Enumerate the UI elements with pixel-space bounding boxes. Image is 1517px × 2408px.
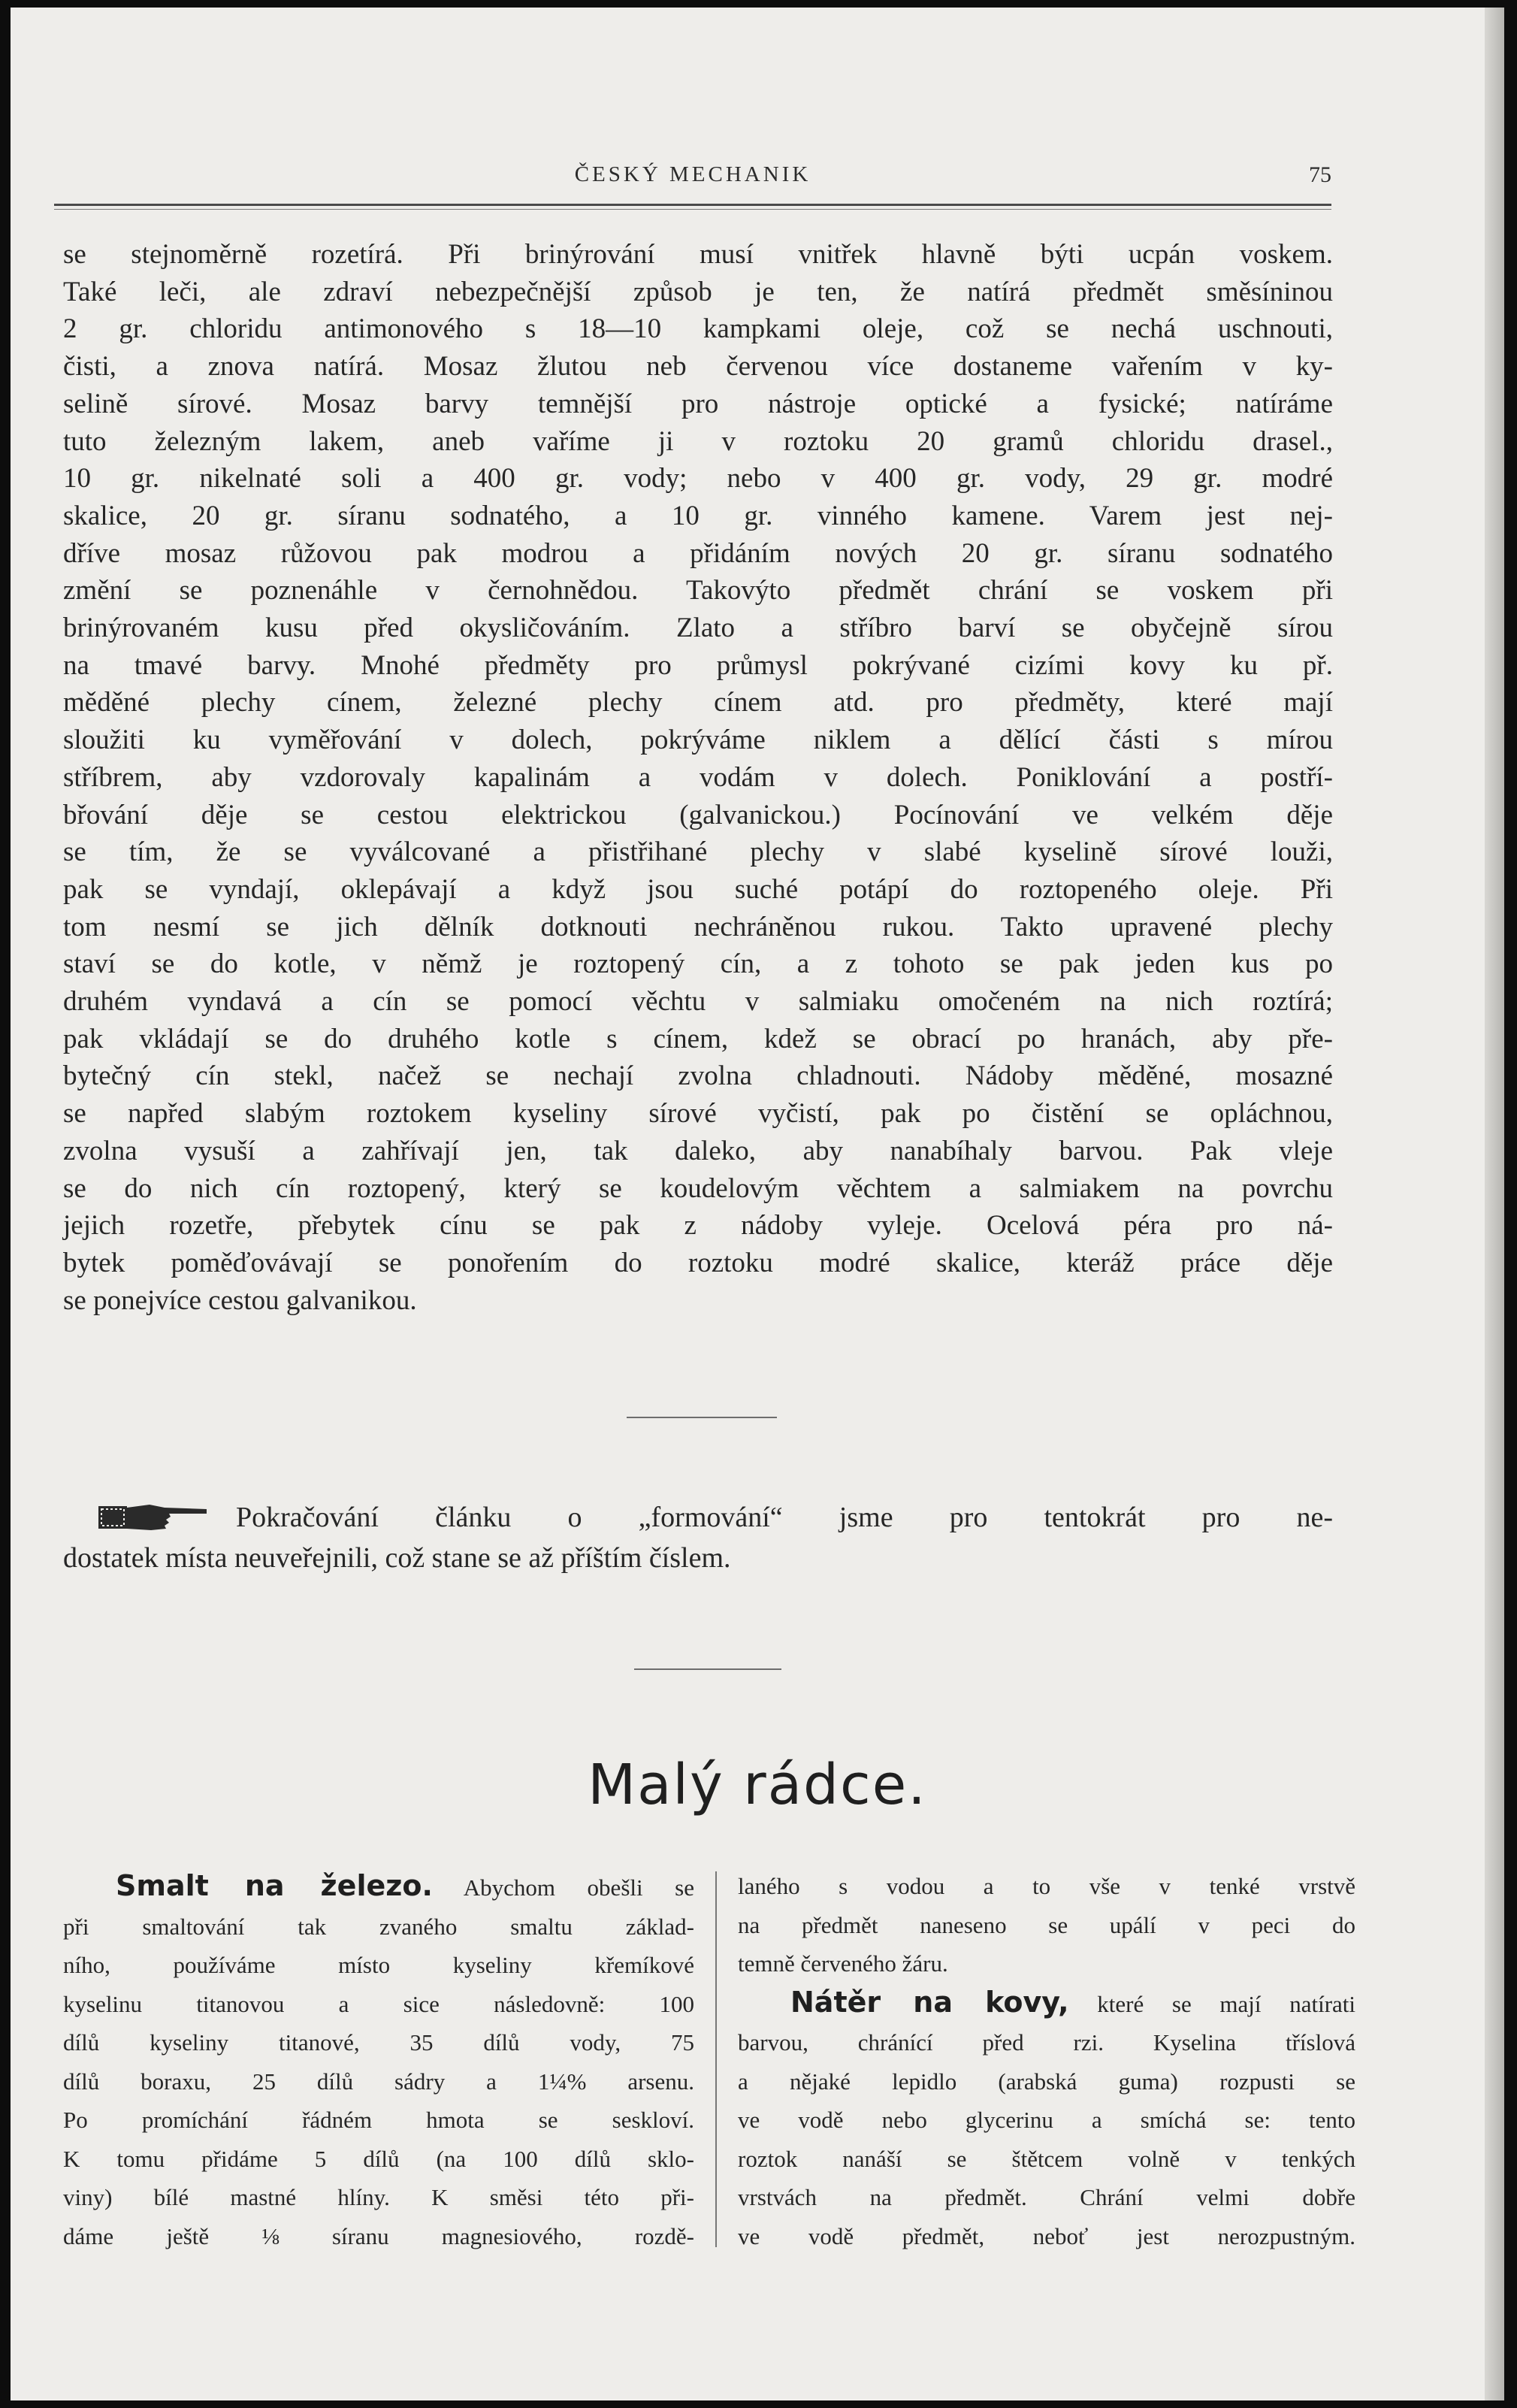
text-line: se do nich cín roztopený, který se koudelovým věchtem a salmiakem na povrchu [63,1172,1333,1204]
text-line: skalice, 20 gr. síranu sodnatého, a 10 gr. vinného kamene. Varem jest nej- [63,500,1333,531]
text-line: na tmavé barvy. Mnohé předměty pro průmysl pokrývané cizími kovy ku př. [63,649,1333,681]
left-column [63,1867,694,2255]
text-line: se stejnoměrně rozetírá. Při brinýrování musí vnitřek hlavně býti ucpán voskem. [63,239,1333,270]
pointing-hand-icon [97,1500,210,1533]
editorial-notice [63,1497,1333,1578]
text-line: se ponejvíce cestou galvanikou. [63,1284,417,1316]
notice-line-2: dostatek místa neuveřejnili, což stane se až příštím číslem. [63,1542,731,1574]
right-column-lines-after [738,2023,1355,2255]
text-line: dříve mosaz růžovou pak modrou a přidáním nových 20 gr. síranu sodnatého [63,537,1333,569]
text-line: ního, používáme místo kyseliny křemíkové [63,1952,694,1978]
text-line: stříbrem, aby vzdorovaly kapalinám a vodám v dolech. Poniklování a postří- [63,761,1333,793]
text-line: ve vodě nebo glycerinu a smíchá se: tento [738,2107,1355,2133]
page-number: 75 [1309,162,1331,187]
text-line: ve vodě předmět, neboť jest nerozpustným. [738,2222,1355,2249]
text-line: při smaltování tak zvaného smaltu základ- [63,1913,694,1940]
text-line: dáme ještě ⅛ síranu magnesiového, rozdě- [63,2222,694,2249]
text-line: bytek poměďovávají se ponořením do roztoku modré skalice, kteráž práce děje [63,1247,1333,1278]
right-column [738,1867,1355,2255]
text-line: pak vkládají se do druhého kotle s cínem, kdež se obrací po hranách, aby pře- [63,1023,1333,1054]
text-line: Také leči, ale zdraví nebezpečnější způsob je ten, že natírá předmět směsíninou [63,276,1333,307]
text-line: brinýrovaném kusu před okysličováním. Zlato a stříbro barví se obyčejně sírou [63,613,1333,644]
text-line: tuto železným lakem, aneb vaříme ji v roztoku 20 gramů chloridu drasel., [63,425,1333,457]
text-line: dílů boraxu, 25 dílů sádry a 1¼% arsenu. [63,2068,694,2095]
text-line: čisti, a znova natírá. Mosaz žlutou neb červenou více dostaneme vařením v ky- [63,351,1333,383]
text-line: staví se do kotle, v němž je roztopený cín, a z tohoto se pak jeden kus po [63,948,1333,980]
text-line: K tomu přidáme 5 dílů (na 100 dílů sklo- [63,2145,694,2172]
text-line: temně červeného žáru. [738,1950,948,1977]
page-edge [1485,8,1504,2400]
header-rule-thin [54,209,1331,210]
text-line: dílů kyseliny titanové, 35 dílů vody, 75 [63,2029,694,2056]
text-line: jejich rozetře, přebytek cínu se pak z nádoby vyleje. Ocelová péra pro ná- [63,1210,1333,1242]
page-header [54,162,1331,192]
right-heading-line [738,1983,1355,2024]
text-line: selině sírové. Mosaz barvy temnější pro nástroje optické a fysické; natíráme [63,388,1333,419]
text-line: se napřed slabým roztokem kyseliny sírové vyčistí, pak po čistění se opláchnou, [63,1098,1333,1130]
text-line: na předmět naneseno se upálí v peci do [738,1911,1355,1938]
article-heading-nater: Nátěr na kovy, [790,1985,1069,2019]
left-first-line [63,1867,694,1907]
separator-line [634,1668,781,1670]
text-line: Po promíchání řádném hmota se seskloví. [63,2107,694,2133]
text-line: vrstvách na předmět. Chrání velmi dobře [738,2184,1355,2210]
right-column-lines-before [738,1867,1355,1983]
header-rule [54,204,1331,206]
text-line: 10 gr. nikelnaté soli a 400 gr. vody; nebo v 400 gr. vody, 29 gr. modré [63,463,1333,495]
article-heading-smalt: Smalt na železo. [116,1869,433,1902]
left-column-lines [63,1907,694,2256]
text-line: roztok nanáší se štětcem volně v tenkých [738,2145,1355,2172]
text-line: 2 gr. chloridu antimonového s 18—10 kampkami oleje, což se nechá uschnouti, [63,313,1333,345]
text-line: břování děje se cestou elektrickou (galvanickou.) Pocínování ve velkém děje [63,799,1333,830]
text-line: pak se vyndají, oklepávají a když jsou suché potápí do roztopeného oleje. Při [63,873,1333,905]
notice-text-1: Pokračování článku o „formování“ jsme pro tentokrát pro ne- [236,1502,1333,1533]
column-divider [715,1871,717,2247]
text-line: a nějaké lepidlo (arabská guma) rozpusti se [738,2068,1355,2095]
article-body [63,236,1333,1319]
running-head: ČESKÝ MECHANIK [574,162,811,186]
separator-line [627,1417,777,1418]
section-title: Malý rádce. [588,1753,927,1817]
text-line: měděné plechy cínem, železné plechy cínem atd. pro předměty, které mají [63,687,1333,718]
left-first-line-text: Abychom obešli se [463,1874,694,1901]
text-line: tom nesmí se jich dělník dotknouti nechráněnou rukou. Takto upravené plechy [63,911,1333,942]
text-line: sloužiti ku vyměřování v dolech, pokrýváme niklem a dělící části s mírou [63,725,1333,756]
text-line: barvou, chránící před rzi. Kyselina tříslová [738,2029,1355,2056]
text-line: bytečný cín stekl, načež se nechají zvolna chladnouti. Nádoby měděné, mosazné [63,1060,1333,1092]
page [11,8,1504,2400]
text-line: laného s vodou a to vše v tenké vrstvě [738,1873,1355,1899]
text-line: se tím, že se vyválcované a přistřihané plechy v slabé kyselině sírové louži, [63,836,1333,868]
text-line: viny) bílé mastné hlíny. K směsi této při- [63,2184,694,2210]
text-line: druhém vyndavá a cín se pomocí věchtu v salmiaku omočeném na nich roztírá; [63,986,1333,1018]
text-line: zvolna vysuší a zahřívají jen, tak daleko, aby nanabíhaly barvou. Pak vleje [63,1135,1333,1166]
notice-line-1 [63,1497,1333,1538]
text-line: kyselinu titanovou a sice následovně: 100 [63,1990,694,2017]
right-heading-line-text: které se mají natírati [1097,1990,1355,2017]
text-line: změní se poznenáhle v černohnědou. Takovýto předmět chrání se voskem při [63,575,1333,607]
